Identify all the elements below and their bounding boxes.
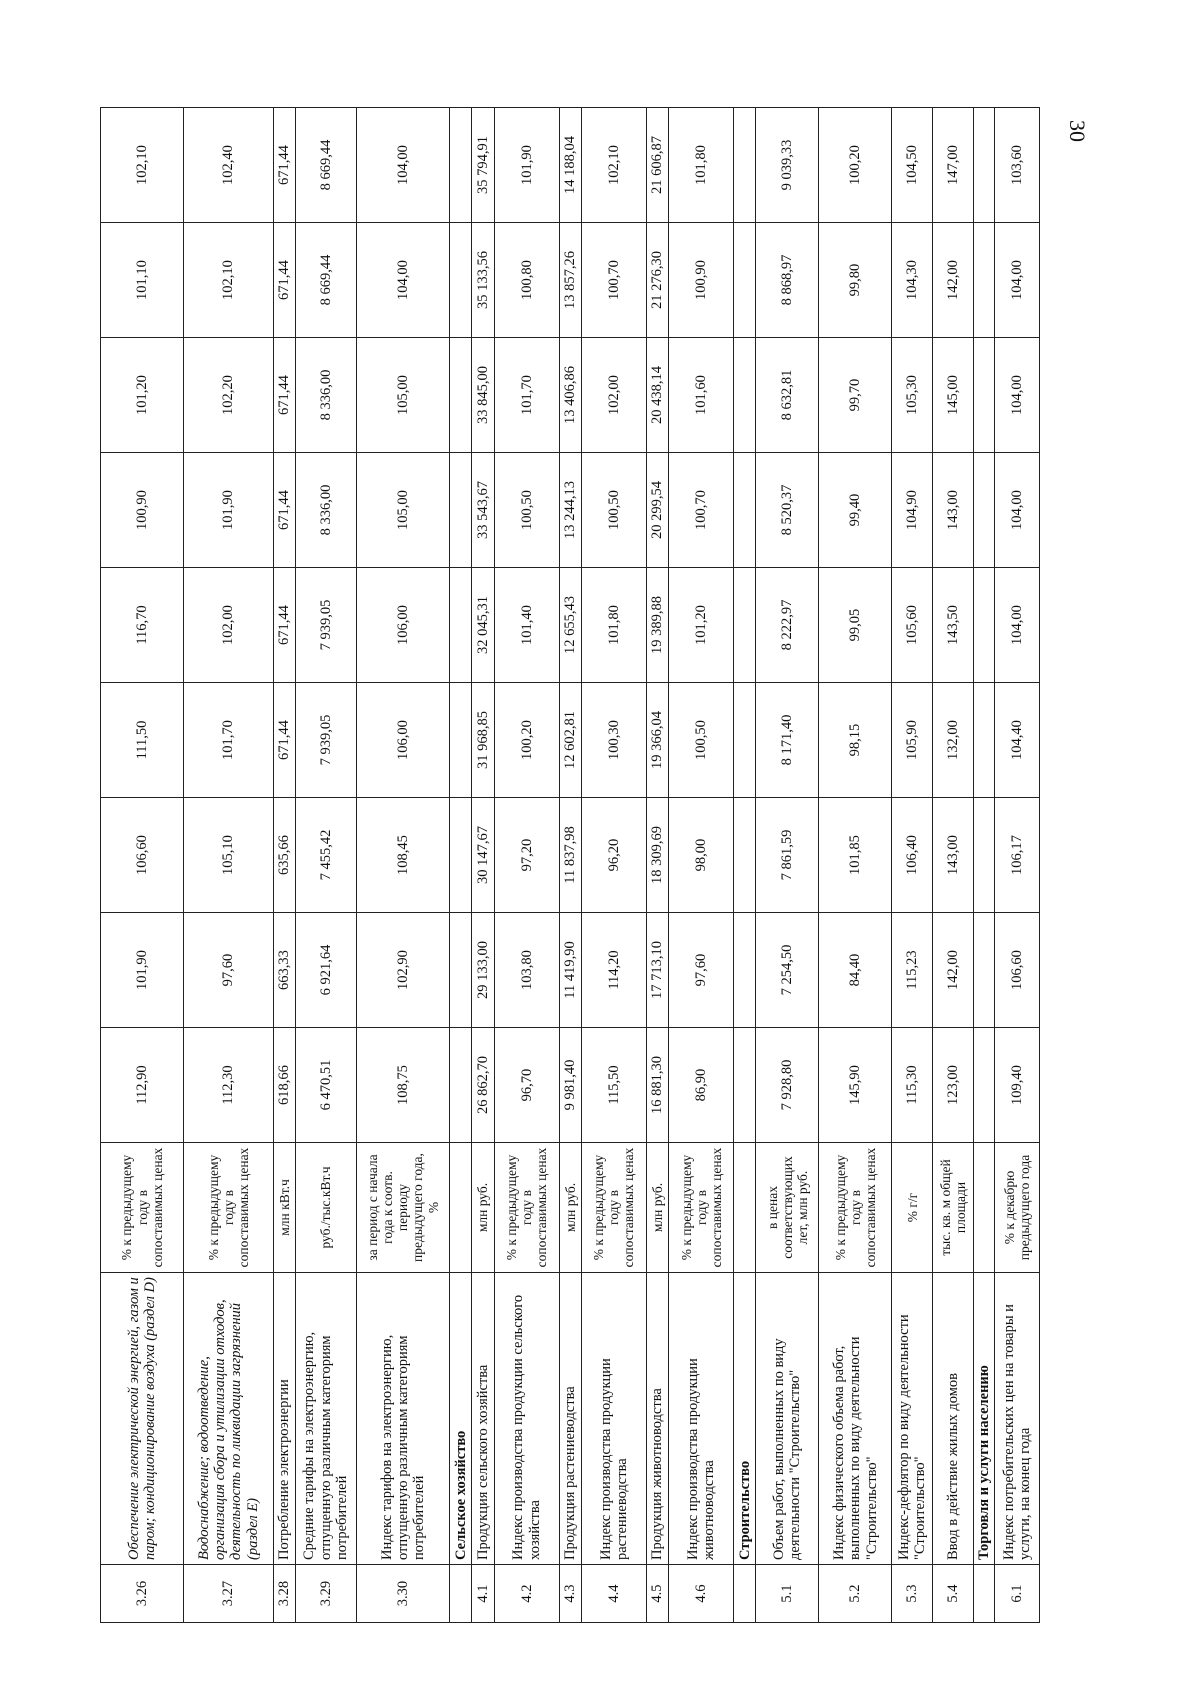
value-cell: 145,00 bbox=[933, 338, 974, 453]
value-cell bbox=[450, 913, 472, 1028]
row-number-cell: 3.28 bbox=[273, 1565, 295, 1623]
value-cell: 101,10 bbox=[101, 223, 184, 338]
value-cell: 8 336,00 bbox=[295, 338, 356, 453]
value-cell: 8 669,44 bbox=[295, 223, 356, 338]
unit-cell: % к предыдущему году в сопоставимых ценах bbox=[184, 1143, 273, 1273]
indicator-name-cell: Индекс производства продукции животноводства bbox=[669, 1273, 734, 1565]
value-cell: 18 309,69 bbox=[646, 798, 668, 913]
row-number-cell: 3.27 bbox=[184, 1565, 273, 1623]
indicator-name-cell: Индекс производства продукции растениеводства bbox=[581, 1273, 646, 1565]
value-cell: 147,00 bbox=[933, 108, 974, 223]
indicator-name-cell: Продукция животноводства bbox=[646, 1273, 668, 1565]
value-cell: 115,50 bbox=[581, 1028, 646, 1143]
value-cell: 101,20 bbox=[101, 338, 184, 453]
value-cell: 663,33 bbox=[273, 913, 295, 1028]
value-cell: 100,80 bbox=[494, 223, 559, 338]
value-cell bbox=[450, 223, 472, 338]
indicator-name-cell: Индекс физического объема работ, выполненных по виду деятельности "Строительство" bbox=[819, 1273, 892, 1565]
value-cell: 105,00 bbox=[356, 453, 449, 568]
value-cell bbox=[734, 338, 756, 453]
row-number-cell: 4.5 bbox=[646, 1565, 668, 1623]
table-row bbox=[356, 108, 449, 1623]
value-cell: 123,00 bbox=[933, 1028, 974, 1143]
value-cell: 115,23 bbox=[892, 913, 933, 1028]
row-number-cell bbox=[734, 1565, 756, 1623]
value-cell: 104,00 bbox=[995, 453, 1040, 568]
table-row bbox=[933, 108, 974, 1623]
row-number-cell: 3.30 bbox=[356, 1565, 449, 1623]
value-cell: 100,20 bbox=[494, 683, 559, 798]
value-cell: 618,66 bbox=[273, 1028, 295, 1143]
value-cell: 99,70 bbox=[819, 338, 892, 453]
value-cell: 97,60 bbox=[669, 913, 734, 1028]
table-row bbox=[819, 108, 892, 1623]
unit-cell: млн кВт.ч bbox=[273, 1143, 295, 1273]
table-row bbox=[756, 108, 819, 1623]
value-cell: 35 794,91 bbox=[472, 108, 494, 223]
indicator-name-cell: Продукция сельского хозяйства bbox=[472, 1273, 494, 1565]
value-cell: 20 299,54 bbox=[646, 453, 668, 568]
table-rotation-wrapper bbox=[100, 108, 1040, 1623]
value-cell: 143,50 bbox=[933, 568, 974, 683]
section-title-cell: Сельское хозяйство bbox=[450, 1273, 472, 1565]
value-cell: 116,70 bbox=[101, 568, 184, 683]
value-cell: 106,40 bbox=[892, 798, 933, 913]
value-cell: 7 861,59 bbox=[756, 798, 819, 913]
value-cell: 9 039,33 bbox=[756, 108, 819, 223]
value-cell: 112,90 bbox=[101, 1028, 184, 1143]
value-cell: 671,44 bbox=[273, 338, 295, 453]
section-title-cell: Строительство bbox=[734, 1273, 756, 1565]
value-cell bbox=[450, 683, 472, 798]
value-cell: 115,30 bbox=[892, 1028, 933, 1143]
value-cell: 32 045,31 bbox=[472, 568, 494, 683]
row-number-cell: 5.2 bbox=[819, 1565, 892, 1623]
row-number-cell bbox=[450, 1565, 472, 1623]
value-cell: 99,40 bbox=[819, 453, 892, 568]
value-cell: 101,85 bbox=[819, 798, 892, 913]
table-row bbox=[892, 108, 933, 1623]
value-cell: 104,00 bbox=[356, 108, 449, 223]
value-cell: 104,00 bbox=[995, 223, 1040, 338]
value-cell: 8 868,97 bbox=[756, 223, 819, 338]
value-cell: 100,50 bbox=[669, 683, 734, 798]
value-cell bbox=[450, 453, 472, 568]
value-cell: 8 632,81 bbox=[756, 338, 819, 453]
table-row bbox=[273, 108, 295, 1623]
value-cell: 100,30 bbox=[581, 683, 646, 798]
value-cell: 105,30 bbox=[892, 338, 933, 453]
value-cell: 671,44 bbox=[273, 108, 295, 223]
row-number-cell: 4.6 bbox=[669, 1565, 734, 1623]
value-cell: 98,15 bbox=[819, 683, 892, 798]
value-cell: 105,10 bbox=[184, 798, 273, 913]
value-cell: 106,00 bbox=[356, 568, 449, 683]
unit-cell: % к предыдущему году в сопоставимых ценах bbox=[581, 1143, 646, 1273]
value-cell bbox=[450, 568, 472, 683]
value-cell: 101,70 bbox=[184, 683, 273, 798]
table-row bbox=[669, 108, 734, 1623]
value-cell: 99,80 bbox=[819, 223, 892, 338]
value-cell bbox=[973, 338, 995, 453]
value-cell: 102,10 bbox=[581, 108, 646, 223]
indicators-table-body bbox=[101, 108, 1040, 1623]
value-cell: 671,44 bbox=[273, 453, 295, 568]
value-cell: 6 470,51 bbox=[295, 1028, 356, 1143]
value-cell: 143,00 bbox=[933, 798, 974, 913]
value-cell: 96,70 bbox=[494, 1028, 559, 1143]
value-cell: 106,60 bbox=[995, 913, 1040, 1028]
value-cell: 102,20 bbox=[184, 338, 273, 453]
indicator-name-cell: Средние тарифы на электроэнергию, отпущенную различным категориям потребителей bbox=[295, 1273, 356, 1565]
table-row bbox=[995, 108, 1040, 1623]
table-row bbox=[295, 108, 356, 1623]
value-cell: 8 222,97 bbox=[756, 568, 819, 683]
value-cell: 103,80 bbox=[494, 913, 559, 1028]
table-row bbox=[559, 108, 581, 1623]
value-cell: 17 713,10 bbox=[646, 913, 668, 1028]
value-cell: 6 921,64 bbox=[295, 913, 356, 1028]
value-cell: 13 857,26 bbox=[559, 223, 581, 338]
value-cell bbox=[734, 108, 756, 223]
value-cell: 13 406,86 bbox=[559, 338, 581, 453]
row-number-cell: 3.29 bbox=[295, 1565, 356, 1623]
value-cell: 33 543,67 bbox=[472, 453, 494, 568]
value-cell: 8 669,44 bbox=[295, 108, 356, 223]
value-cell: 11 419,90 bbox=[559, 913, 581, 1028]
indicators-table bbox=[100, 107, 1040, 1623]
value-cell: 102,00 bbox=[184, 568, 273, 683]
row-number-cell: 3.26 bbox=[101, 1565, 184, 1623]
section-title-cell: Торговля и услуги населению bbox=[973, 1273, 995, 1565]
value-cell: 19 366,04 bbox=[646, 683, 668, 798]
value-cell: 101,90 bbox=[101, 913, 184, 1028]
value-cell: 105,60 bbox=[892, 568, 933, 683]
value-cell: 102,10 bbox=[101, 108, 184, 223]
row-number-cell: 4.4 bbox=[581, 1565, 646, 1623]
value-cell bbox=[450, 798, 472, 913]
value-cell: 114,20 bbox=[581, 913, 646, 1028]
indicator-name-cell: Индекс потребительских цен на товары и услуги, на конец года bbox=[995, 1273, 1040, 1565]
value-cell: 102,90 bbox=[356, 913, 449, 1028]
table-row bbox=[472, 108, 494, 1623]
unit-cell: тыс. кв. м общей площади bbox=[933, 1143, 974, 1273]
value-cell: 16 881,30 bbox=[646, 1028, 668, 1143]
unit-cell bbox=[734, 1143, 756, 1273]
value-cell: 100,20 bbox=[819, 108, 892, 223]
value-cell: 101,90 bbox=[494, 108, 559, 223]
unit-cell: % к предыдущему году в сопоставимых ценах bbox=[819, 1143, 892, 1273]
value-cell bbox=[973, 913, 995, 1028]
row-number-cell bbox=[973, 1565, 995, 1623]
section-row bbox=[734, 108, 756, 1623]
unit-cell: % к декабрю предыдущего года bbox=[995, 1143, 1040, 1273]
unit-cell: млн руб. bbox=[559, 1143, 581, 1273]
unit-cell: % к предыдущему году в сопоставимых ценах bbox=[669, 1143, 734, 1273]
table-row bbox=[184, 108, 273, 1623]
value-cell: 101,40 bbox=[494, 568, 559, 683]
table-row bbox=[581, 108, 646, 1623]
table-row bbox=[646, 108, 668, 1623]
value-cell: 106,60 bbox=[101, 798, 184, 913]
value-cell bbox=[734, 683, 756, 798]
value-cell: 104,00 bbox=[356, 223, 449, 338]
value-cell: 109,40 bbox=[995, 1028, 1040, 1143]
row-number-cell: 6.1 bbox=[995, 1565, 1040, 1623]
value-cell: 103,60 bbox=[995, 108, 1040, 223]
page-number: 30 bbox=[1065, 120, 1090, 142]
value-cell: 7 939,05 bbox=[295, 568, 356, 683]
value-cell: 102,00 bbox=[581, 338, 646, 453]
section-row bbox=[450, 108, 472, 1623]
value-cell: 97,60 bbox=[184, 913, 273, 1028]
value-cell: 100,70 bbox=[581, 223, 646, 338]
value-cell: 104,00 bbox=[995, 338, 1040, 453]
value-cell: 12 602,81 bbox=[559, 683, 581, 798]
value-cell bbox=[734, 1028, 756, 1143]
value-cell: 101,80 bbox=[581, 568, 646, 683]
value-cell bbox=[450, 1028, 472, 1143]
row-number-cell: 5.1 bbox=[756, 1565, 819, 1623]
value-cell bbox=[734, 453, 756, 568]
value-cell: 145,90 bbox=[819, 1028, 892, 1143]
value-cell: 671,44 bbox=[273, 568, 295, 683]
unit-cell bbox=[450, 1143, 472, 1273]
value-cell: 33 845,00 bbox=[472, 338, 494, 453]
indicator-name-cell: Индекс-дефлятор по виду деятельности "Строительство" bbox=[892, 1273, 933, 1565]
value-cell: 84,40 bbox=[819, 913, 892, 1028]
value-cell: 21 276,30 bbox=[646, 223, 668, 338]
value-cell: 26 862,70 bbox=[472, 1028, 494, 1143]
value-cell: 8 171,40 bbox=[756, 683, 819, 798]
value-cell bbox=[734, 568, 756, 683]
value-cell: 7 455,42 bbox=[295, 798, 356, 913]
value-cell: 7 928,80 bbox=[756, 1028, 819, 1143]
value-cell: 635,66 bbox=[273, 798, 295, 913]
value-cell bbox=[973, 108, 995, 223]
indicator-name-cell: Ввод в действие жилых домов bbox=[933, 1273, 974, 1565]
value-cell: 102,10 bbox=[184, 223, 273, 338]
value-cell: 106,00 bbox=[356, 683, 449, 798]
indicator-name-cell: Водоснабжение; водоотведение, организация сбора и утилизации отходов, деятельность по ликвидации загрязнений (раздел E) bbox=[184, 1273, 273, 1565]
row-number-cell: 5.3 bbox=[892, 1565, 933, 1623]
unit-cell: за период с начала года к соотв. периоду предыдущего года, % bbox=[356, 1143, 449, 1273]
value-cell: 30 147,67 bbox=[472, 798, 494, 913]
unit-cell: в ценах соответствующих лет, млн руб. bbox=[756, 1143, 819, 1273]
value-cell: 108,45 bbox=[356, 798, 449, 913]
value-cell: 14 188,04 bbox=[559, 108, 581, 223]
value-cell bbox=[973, 798, 995, 913]
value-cell: 101,20 bbox=[669, 568, 734, 683]
value-cell: 100,50 bbox=[494, 453, 559, 568]
value-cell: 11 837,98 bbox=[559, 798, 581, 913]
value-cell: 86,90 bbox=[669, 1028, 734, 1143]
value-cell: 100,90 bbox=[669, 223, 734, 338]
unit-cell: % к предыдущему году в сопоставимых ценах bbox=[494, 1143, 559, 1273]
value-cell: 7 939,05 bbox=[295, 683, 356, 798]
value-cell: 29 133,00 bbox=[472, 913, 494, 1028]
value-cell bbox=[973, 223, 995, 338]
value-cell bbox=[450, 108, 472, 223]
value-cell: 104,00 bbox=[995, 568, 1040, 683]
value-cell: 101,60 bbox=[669, 338, 734, 453]
value-cell: 8 520,37 bbox=[756, 453, 819, 568]
indicator-name-cell: Обеспечение электрической энергией, газом и паром; кондиционирование воздуха (раздел D) bbox=[101, 1273, 184, 1565]
value-cell bbox=[973, 683, 995, 798]
value-cell: 101,80 bbox=[669, 108, 734, 223]
value-cell: 143,00 bbox=[933, 453, 974, 568]
value-cell: 98,00 bbox=[669, 798, 734, 913]
value-cell: 671,44 bbox=[273, 223, 295, 338]
value-cell: 12 655,43 bbox=[559, 568, 581, 683]
unit-cell bbox=[973, 1143, 995, 1273]
value-cell bbox=[450, 338, 472, 453]
value-cell: 104,90 bbox=[892, 453, 933, 568]
value-cell: 104,30 bbox=[892, 223, 933, 338]
row-number-cell: 4.2 bbox=[494, 1565, 559, 1623]
unit-cell: % г/г bbox=[892, 1143, 933, 1273]
value-cell: 8 336,00 bbox=[295, 453, 356, 568]
value-cell bbox=[734, 913, 756, 1028]
value-cell: 111,50 bbox=[101, 683, 184, 798]
value-cell: 142,00 bbox=[933, 223, 974, 338]
value-cell: 104,50 bbox=[892, 108, 933, 223]
value-cell: 13 244,13 bbox=[559, 453, 581, 568]
value-cell: 108,75 bbox=[356, 1028, 449, 1143]
value-cell: 104,40 bbox=[995, 683, 1040, 798]
value-cell: 31 968,85 bbox=[472, 683, 494, 798]
table-row bbox=[101, 108, 184, 1623]
section-row bbox=[973, 108, 995, 1623]
unit-cell: руб./тыс.кВт.ч bbox=[295, 1143, 356, 1273]
value-cell: 21 606,87 bbox=[646, 108, 668, 223]
value-cell: 132,00 bbox=[933, 683, 974, 798]
value-cell: 9 981,40 bbox=[559, 1028, 581, 1143]
value-cell: 100,50 bbox=[581, 453, 646, 568]
indicator-name-cell: Потребление электроэнергии bbox=[273, 1273, 295, 1565]
value-cell: 101,70 bbox=[494, 338, 559, 453]
value-cell bbox=[734, 798, 756, 913]
value-cell bbox=[734, 223, 756, 338]
rotated-table-container bbox=[100, 108, 1040, 1623]
indicator-name-cell: Объем работ, выполненных по виду деятельности "Строительство" bbox=[756, 1273, 819, 1565]
value-cell bbox=[973, 453, 995, 568]
value-cell: 102,40 bbox=[184, 108, 273, 223]
value-cell: 106,17 bbox=[995, 798, 1040, 913]
unit-cell: % к предыдущему году в сопоставимых ценах bbox=[101, 1143, 184, 1273]
value-cell: 97,20 bbox=[494, 798, 559, 913]
value-cell: 101,90 bbox=[184, 453, 273, 568]
row-number-cell: 4.1 bbox=[472, 1565, 494, 1623]
value-cell: 142,00 bbox=[933, 913, 974, 1028]
indicator-name-cell: Продукция растениеводства bbox=[559, 1273, 581, 1565]
value-cell: 105,90 bbox=[892, 683, 933, 798]
value-cell: 96,20 bbox=[581, 798, 646, 913]
value-cell: 112,30 bbox=[184, 1028, 273, 1143]
value-cell bbox=[973, 1028, 995, 1143]
unit-cell: млн руб. bbox=[646, 1143, 668, 1273]
value-cell: 7 254,50 bbox=[756, 913, 819, 1028]
value-cell: 100,90 bbox=[101, 453, 184, 568]
value-cell: 671,44 bbox=[273, 683, 295, 798]
unit-cell: млн руб. bbox=[472, 1143, 494, 1273]
table-row bbox=[494, 108, 559, 1623]
value-cell: 105,00 bbox=[356, 338, 449, 453]
value-cell: 100,70 bbox=[669, 453, 734, 568]
row-number-cell: 4.3 bbox=[559, 1565, 581, 1623]
value-cell: 35 133,56 bbox=[472, 223, 494, 338]
value-cell: 20 438,14 bbox=[646, 338, 668, 453]
indicator-name-cell: Индекс тарифов на электроэнергию, отпущенную различным категориям потребителей bbox=[356, 1273, 449, 1565]
indicator-name-cell: Индекс производства продукции сельского хозяйства bbox=[494, 1273, 559, 1565]
value-cell: 19 389,88 bbox=[646, 568, 668, 683]
row-number-cell: 5.4 bbox=[933, 1565, 974, 1623]
value-cell: 99,05 bbox=[819, 568, 892, 683]
value-cell bbox=[973, 568, 995, 683]
